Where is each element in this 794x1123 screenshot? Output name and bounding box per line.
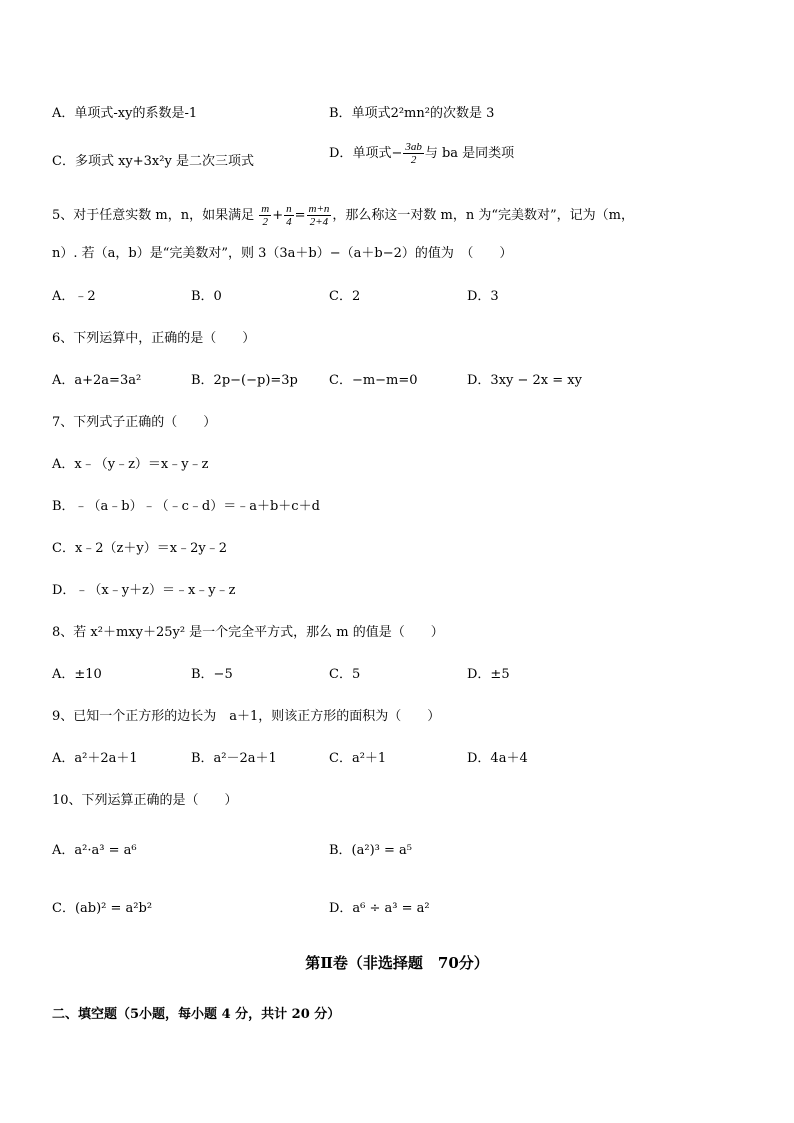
q10-option-a: A．a²·a³ = a⁶: [52, 843, 137, 858]
q6-stem: 6、下列运算中，正确的是（ ）: [52, 331, 256, 346]
q9-stem: 9、已知一个正方形的边长为 a＋1，则该正方形的面积为（ ）: [52, 709, 441, 724]
q8-option-d: D．±5: [467, 667, 510, 682]
q4-option-a: A．单项式-xy的系数是-1: [52, 106, 198, 121]
q7-stem: 7、下列式子正确的（ ）: [52, 415, 217, 430]
q6-option-a: A．a+2a=3a²: [52, 373, 142, 388]
q10-option-d: D．a⁶ ÷ a³ = a²: [329, 901, 430, 916]
q7-option-d: D．﹣（x﹣y＋z）＝﹣x﹣y﹣z: [52, 583, 236, 598]
q10-option-b: B．(a²)³ = a⁵: [329, 843, 412, 858]
q9-option-c: C．a²＋1: [329, 751, 387, 766]
q6-option-c: C．−m−m=0: [329, 373, 418, 388]
q5-option-b: B．0: [191, 289, 222, 304]
section-2-subtitle: 二、填空题（5小题，每小题 4 分，共计 20 分）: [52, 1007, 341, 1022]
fraction-mn-over-24: $\frac{m+n}{2+4}$: [308, 203, 330, 228]
q9-option-b: B．a²－2a＋1: [191, 751, 277, 766]
fraction-m-over-2: $\frac{m}{2}$: [261, 203, 270, 228]
q7-option-a: A．x﹣（y﹣z）＝x﹣y﹣z: [52, 457, 209, 472]
q10-option-c: C．(ab)² = a²b²: [52, 901, 153, 916]
section-2-title: 第Ⅱ卷（非选择题 70分）: [305, 954, 489, 972]
fraction-n-over-4: $\frac{n}{4}$: [286, 203, 292, 228]
q5-option-a: A．﹣2: [52, 289, 96, 304]
q7-option-b: B．﹣（a﹣b）﹣（﹣c﹣d）＝﹣a＋b＋c＋d: [52, 499, 320, 514]
q5-option-c: C．2: [329, 289, 361, 304]
fraction-3ab-over-2: $\frac{3ab}{2}$: [405, 141, 422, 166]
q10-stem: 10、下列运算正确的是（ ）: [52, 793, 238, 808]
q8-option-b: B．−5: [191, 667, 233, 682]
q4-option-b: B．单项式2²mn²的次数是 3: [329, 106, 495, 121]
q7-option-c: C．x﹣2（z＋y）＝x﹣2y﹣2: [52, 541, 227, 556]
q8-stem: 8、若 x²＋mxy＋25y² 是一个完全平方式，那么 m 的值是（ ）: [52, 625, 444, 640]
q4-option-d: D．单项式− $\frac{3ab}{2}$ 与 ba 是同类项: [329, 141, 515, 166]
q9-option-d: D．4a＋4: [467, 751, 528, 766]
q8-option-a: A．±10: [52, 667, 102, 682]
q6-option-b: B．2p−(−p)=3p: [191, 373, 298, 388]
q5-option-d: D．3: [467, 289, 499, 304]
q5-stem-line2: n）. 若（a，b）是“完美数对”，则 3（3a＋b）−（a＋b−2）的值为 （ ）: [52, 246, 513, 261]
q4-option-c: C．多项式 xy+3x²y 是二次三项式: [52, 154, 254, 169]
q9-option-a: A．a²＋2a＋1: [52, 751, 138, 766]
q8-option-c: C．5: [329, 667, 361, 682]
q5-stem-line1: 5、对于任意实数 m，n，如果满足 $\frac{m}{2}$ + $\frac{n}{4}$ = $\frac{m+n}{2+4}$ ，那么称这一对数 m，n 为“完美数对”，记为（m，: [52, 203, 634, 228]
q6-option-d: D．3xy − 2x = xy: [467, 373, 582, 388]
